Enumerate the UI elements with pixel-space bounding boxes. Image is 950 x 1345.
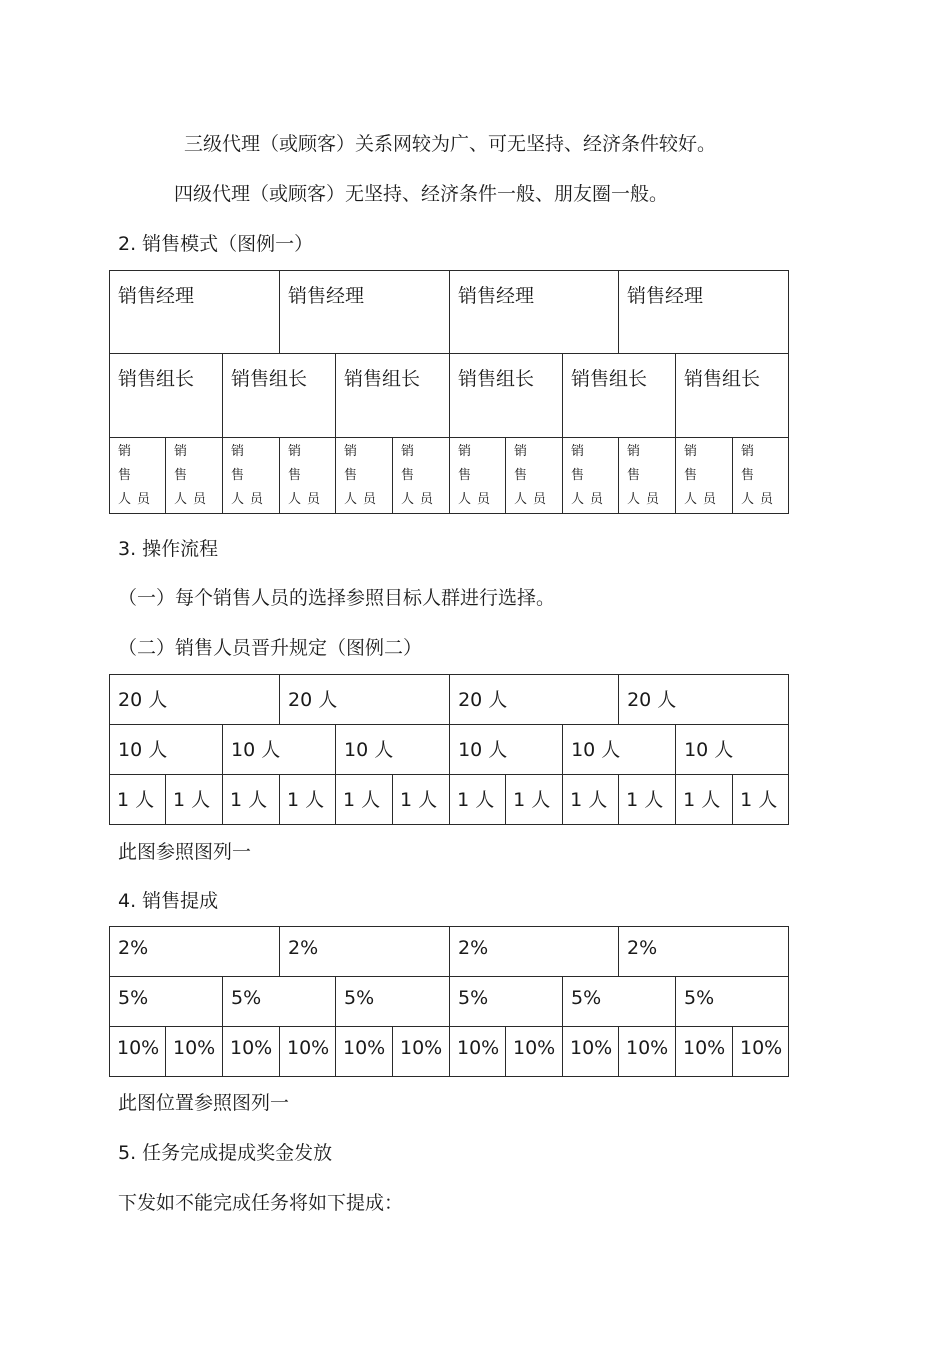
commission-level3-cell: 10% (393, 1027, 450, 1077)
leader-cell: 销售组长 (110, 354, 223, 438)
manager-cell: 销售经理 (110, 271, 280, 354)
leader-cell: 销售组长 (223, 354, 336, 438)
section3-item2: （二）销售人员晋升规定（图例二） (118, 637, 423, 659)
paragraph-tier3: 三级代理（或顾客）关系网较为广、可无坚持、经济条件较好。 (184, 133, 717, 155)
staff-cell (733, 438, 789, 514)
commission-level3-cell: 10% (280, 1027, 336, 1077)
leader-cell: 销售组长 (676, 354, 789, 438)
commission-level3-cell: 10% (676, 1027, 733, 1077)
promotion-level2-cell: 10 人 (223, 725, 336, 775)
promotion-level2-cell: 10 人 (563, 725, 676, 775)
section5-heading: 5. 任务完成提成奖金发放 (118, 1142, 333, 1164)
commission-level2-cell: 5% (223, 977, 336, 1027)
manager-cell: 销售经理 (619, 271, 789, 354)
section2-heading: 2. 销售模式（图例一） (118, 233, 314, 255)
commission-level2-cell: 5% (336, 977, 450, 1027)
promotion-level3-cell: 1 人 (166, 775, 223, 825)
staff-cell (223, 438, 280, 514)
staff-cell (450, 438, 506, 514)
leader-cell: 销售组长 (336, 354, 450, 438)
commission-level3-cell: 10% (733, 1027, 789, 1077)
staff-label-bottom: 人员 (458, 492, 497, 507)
commission-level3-cell: 10% (506, 1027, 563, 1077)
staff-label-bottom: 人员 (571, 492, 610, 507)
section4-heading: 4. 销售提成 (118, 890, 219, 912)
staff-cell (619, 438, 676, 514)
staff-label-top: 销 售 (684, 444, 704, 483)
promotion-level1-cell: 20 人 (619, 675, 789, 725)
staff-label-top: 销 售 (118, 444, 138, 483)
staff-label-bottom: 人员 (514, 492, 553, 507)
staff-cell (110, 438, 166, 514)
promotion-level3-cell: 1 人 (280, 775, 336, 825)
staff-label-bottom: 人员 (174, 492, 213, 507)
staff-label-top: 销 售 (458, 444, 478, 483)
commission-level2-cell: 5% (676, 977, 789, 1027)
promotion-level3-cell: 1 人 (676, 775, 733, 825)
commission-level1-cell: 2% (110, 927, 280, 977)
promotion-level3-cell: 1 人 (563, 775, 619, 825)
commission-level1-cell: 2% (619, 927, 789, 977)
staff-cell (506, 438, 563, 514)
paragraph-tier4: 四级代理（或顾客）无坚持、经济条件一般、朋友圈一般。 (174, 183, 669, 205)
promotion-table (109, 674, 789, 825)
section5-text: 下发如不能完成任务将如下提成： (118, 1192, 404, 1214)
promotion-level2-cell: 10 人 (110, 725, 223, 775)
staff-label-top: 销 售 (174, 444, 194, 483)
promotion-level3-cell: 1 人 (336, 775, 393, 825)
staff-cell (563, 438, 619, 514)
promotion-level3-cell: 1 人 (223, 775, 280, 825)
staff-cell (676, 438, 733, 514)
leader-cell: 销售组长 (450, 354, 563, 438)
commission-level2-cell: 5% (110, 977, 223, 1027)
staff-label-top: 销 售 (401, 444, 421, 483)
promotion-level1-cell: 20 人 (110, 675, 280, 725)
promotion-level1-cell: 20 人 (450, 675, 619, 725)
promotion-level3-cell: 1 人 (450, 775, 506, 825)
commission-level3-cell: 10% (110, 1027, 166, 1077)
section3-item1: （一）每个销售人员的选择参照目标人群进行选择。 (118, 587, 556, 609)
promotion-level2-cell: 10 人 (336, 725, 450, 775)
promotion-level3-cell: 1 人 (733, 775, 789, 825)
promotion-level2-cell: 10 人 (676, 725, 789, 775)
staff-label-top: 销 售 (571, 444, 591, 483)
commission-level3-cell: 10% (223, 1027, 280, 1077)
manager-cell: 销售经理 (280, 271, 450, 354)
staff-label-top: 销 售 (231, 444, 251, 483)
staff-cell (280, 438, 336, 514)
staff-label-top: 销 售 (344, 444, 364, 483)
commission-level3-cell: 10% (450, 1027, 506, 1077)
staff-cell (336, 438, 393, 514)
section3-heading: 3. 操作流程 (118, 538, 219, 560)
commission-level3-cell: 10% (336, 1027, 393, 1077)
commission-level1-cell: 2% (450, 927, 619, 977)
commission-level2-cell: 5% (563, 977, 676, 1027)
promotion-level3-cell: 1 人 (393, 775, 450, 825)
staff-label-bottom: 人员 (344, 492, 383, 507)
staff-label-bottom: 人员 (118, 492, 157, 507)
staff-cell (393, 438, 450, 514)
staff-label-bottom: 人员 (231, 492, 270, 507)
staff-label-top: 销 售 (514, 444, 534, 483)
note-commission: 此图位置参照图列一 (118, 1092, 290, 1114)
staff-label-top: 销 售 (741, 444, 761, 483)
manager-cell: 销售经理 (450, 271, 619, 354)
staff-label-bottom: 人员 (684, 492, 723, 507)
note-promotion: 此图参照图列一 (118, 841, 252, 863)
staff-label-bottom: 人员 (288, 492, 327, 507)
commission-level3-cell: 10% (563, 1027, 619, 1077)
promotion-level3-cell: 1 人 (619, 775, 676, 825)
commission-table (109, 926, 789, 1077)
promotion-level1-cell: 20 人 (280, 675, 450, 725)
staff-label-top: 销 售 (288, 444, 308, 483)
commission-level3-cell: 10% (166, 1027, 223, 1077)
staff-label-bottom: 人员 (627, 492, 666, 507)
sales-structure-table (109, 270, 789, 514)
staff-label-bottom: 人员 (401, 492, 440, 507)
commission-level2-cell: 5% (450, 977, 563, 1027)
promotion-level3-cell: 1 人 (506, 775, 563, 825)
promotion-level2-cell: 10 人 (450, 725, 563, 775)
commission-level1-cell: 2% (280, 927, 450, 977)
staff-label-top: 销 售 (627, 444, 647, 483)
promotion-level3-cell: 1 人 (110, 775, 166, 825)
commission-level3-cell: 10% (619, 1027, 676, 1077)
leader-cell: 销售组长 (563, 354, 676, 438)
staff-cell (166, 438, 223, 514)
staff-label-bottom: 人员 (741, 492, 780, 507)
